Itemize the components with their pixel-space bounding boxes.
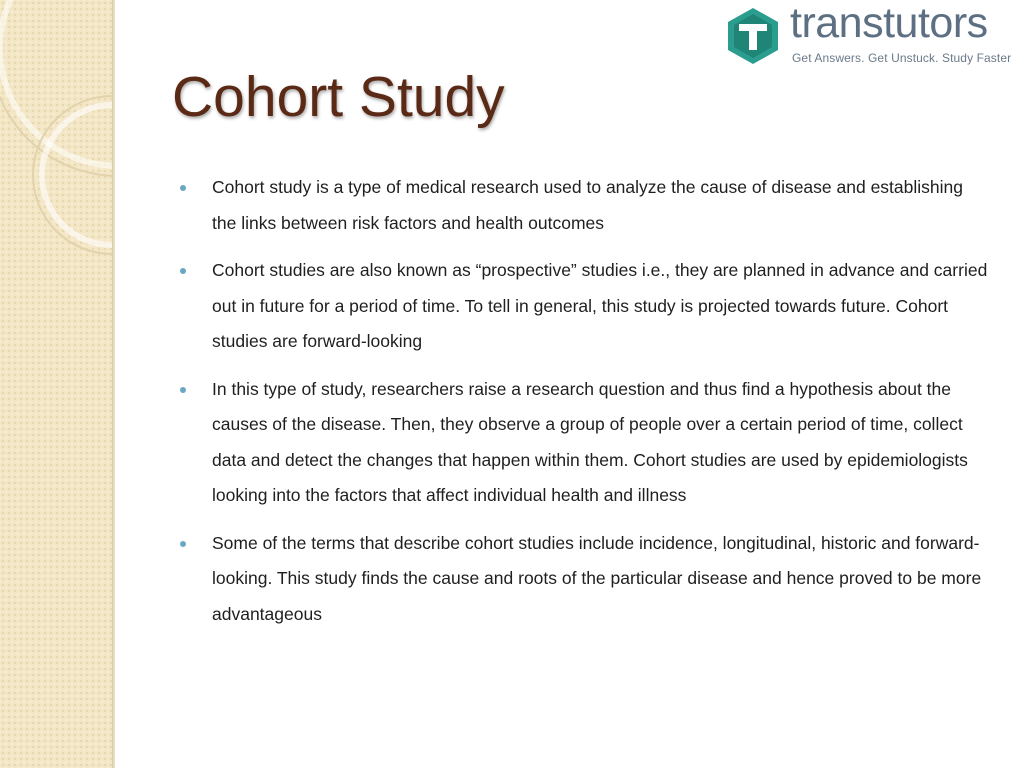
bullet-item xyxy=(180,170,988,241)
bullet-text: Cohort studies are also known as “prospective” studies i.e., they are planned in advance and carried out in future for a period of time. To tell in general, this study is projected towards future. Cohort studies are forward-looking xyxy=(212,260,988,351)
decorative-side-panel xyxy=(0,0,112,768)
bullet-item xyxy=(180,372,988,514)
logo-wordmark: transtutors xyxy=(790,0,988,47)
transtutors-logo xyxy=(724,0,1016,68)
decorative-circles xyxy=(0,0,112,768)
logo-tagline: Get Answers. Get Unstuck. Study Faster xyxy=(792,51,1012,65)
bullet-marker-icon xyxy=(180,541,186,547)
bullet-list xyxy=(180,170,988,644)
teal-hexagon-t-icon xyxy=(724,6,782,66)
bullet-marker-icon xyxy=(180,185,186,191)
bullet-item xyxy=(180,253,988,360)
bullet-text: In this type of study, researchers raise a research question and thus find a hypothesis about the causes of the disease. Then, they observe a group of people over a certain period of time, collect data and detect the changes that happen within them. Cohort studies are used by epidemiologists looking into the factors that affect individual health and illness xyxy=(212,378,968,505)
bullet-text: Some of the terms that describe cohort studies include incidence, longitudinal, historic and forward-looking. This study finds the cause and roots of the particular disease and hence proved to be more advantageous xyxy=(212,532,982,624)
bullet-marker-icon xyxy=(180,268,186,274)
page-title: Cohort Study xyxy=(172,65,505,129)
bullet-item xyxy=(180,526,988,633)
bullet-marker-icon xyxy=(180,387,186,393)
panel-divider xyxy=(112,0,115,768)
bullet-text: Cohort study is a type of medical research used to analyze the cause of disease and establishing the links between risk factors and health outcomes xyxy=(212,177,963,233)
